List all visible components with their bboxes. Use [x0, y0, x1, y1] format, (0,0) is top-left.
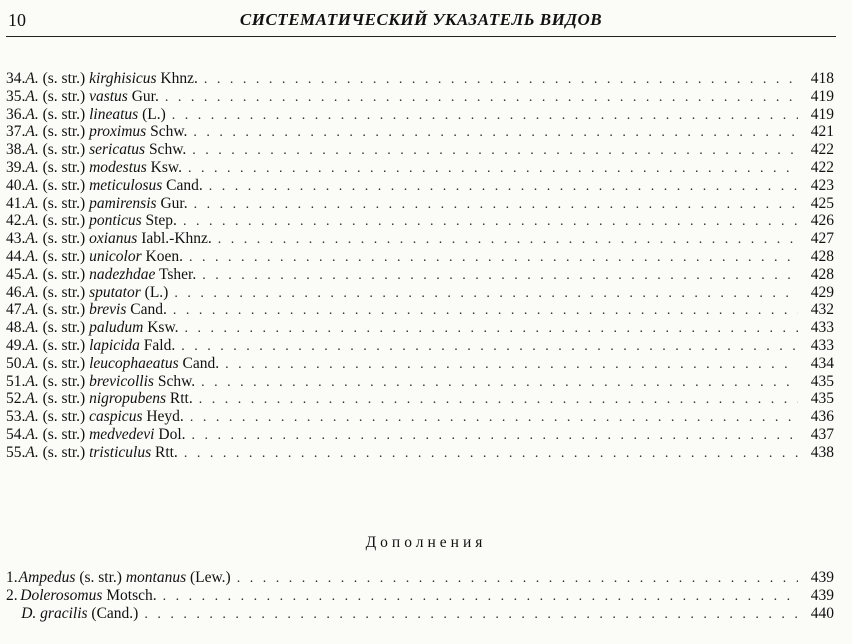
- dot-leader: [193, 124, 798, 142]
- entry-genus: A.: [25, 176, 39, 194]
- entry-species: brevicollis: [89, 372, 154, 390]
- entry-author: Cand.: [130, 301, 167, 319]
- entry-subgenus: (s. str.): [42, 230, 86, 248]
- index-entry: [6, 248, 834, 266]
- dot-leader: [165, 89, 798, 107]
- entry-number: 52.: [6, 390, 26, 408]
- entry-species: caspicus: [89, 408, 143, 426]
- entry-name: [25, 70, 198, 88]
- dot-leader: [188, 160, 798, 178]
- page-number: 10: [8, 10, 26, 30]
- entry-number: 48.: [6, 319, 26, 337]
- entry-page: 429: [810, 283, 834, 301]
- entry-page: 421: [810, 123, 834, 141]
- entry-number: 35.: [6, 87, 26, 105]
- entry-number: 39.: [6, 158, 26, 176]
- entry-number: 53.: [6, 408, 26, 426]
- dot-leader: [172, 107, 798, 125]
- entry-author: Rtt.: [154, 443, 178, 461]
- entry-species: montanus: [125, 569, 187, 586]
- entry-number: 55.: [6, 443, 26, 461]
- entry-author: Ksw.: [147, 319, 179, 337]
- entry-name: [25, 390, 192, 408]
- entry-genus: Ampedus: [18, 569, 76, 586]
- entry-species: sericatus: [89, 141, 146, 159]
- dot-leader: [199, 391, 798, 409]
- entry-author: Cand.: [182, 354, 220, 372]
- entry-genus: A.: [25, 105, 39, 123]
- entry-subgenus: (s. str.): [42, 212, 86, 230]
- entry-name: [19, 569, 231, 587]
- entry-name: [25, 88, 158, 106]
- entry-species: meticulosus: [89, 176, 163, 194]
- entry-author: Schw.: [150, 123, 188, 141]
- dot-leader: [218, 231, 798, 249]
- index-entry: [6, 230, 834, 248]
- entry-name: [25, 106, 165, 124]
- entry-subgenus: (s. str.): [42, 105, 86, 123]
- entry-author: Schw.: [157, 372, 196, 390]
- entry-subgenus: (s. str.): [42, 408, 86, 426]
- entry-number: 45.: [6, 265, 26, 283]
- entry-name: [25, 444, 177, 462]
- entry-author: Cand.: [166, 176, 203, 194]
- entry-species: pamirensis: [89, 194, 157, 212]
- index-entry: [6, 123, 834, 141]
- dot-leader: [201, 374, 798, 392]
- entry-number: 2.: [6, 586, 18, 604]
- entry-number: 34.: [6, 70, 26, 87]
- entry-number: 1.: [6, 569, 18, 586]
- dot-leader: [204, 71, 798, 89]
- entry-species: lapicida: [89, 336, 140, 354]
- index-entry: [6, 266, 834, 284]
- entry-genus: A.: [25, 408, 39, 426]
- entry-number: 47.: [6, 301, 26, 319]
- entry-name: [25, 141, 186, 159]
- entry-number: 37.: [6, 123, 26, 141]
- entry-species: proximus: [89, 123, 147, 141]
- dot-leader: [185, 320, 798, 338]
- index-entry: [6, 426, 834, 444]
- supplement-heading: Дополнения: [365, 534, 487, 551]
- entry-page: 435: [810, 372, 834, 390]
- entry-name: [25, 159, 182, 177]
- entry-genus: A.: [25, 265, 39, 283]
- entry-genus: A.: [25, 158, 39, 176]
- entry-genus: A.: [25, 87, 39, 105]
- entry-author: Step.: [145, 212, 177, 230]
- entry-page: 436: [810, 408, 834, 426]
- entry-name: [25, 426, 185, 444]
- entry-number: 41.: [6, 194, 26, 212]
- dot-leader: [202, 267, 798, 285]
- entry-number: 50.: [6, 354, 26, 372]
- supplement-list: [6, 569, 834, 622]
- index-entry: [6, 177, 834, 195]
- dot-leader: [163, 588, 798, 606]
- entry-number: 54.: [6, 425, 26, 443]
- entry-species: sputator: [89, 283, 141, 301]
- entry-subgenus: (s. str.): [42, 70, 86, 87]
- index-entry: [6, 605, 834, 623]
- entry-page: 435: [810, 390, 834, 408]
- entry-author: Heyd.: [146, 408, 184, 426]
- entry-author: Gur.: [131, 87, 159, 105]
- entry-genus: A.: [25, 283, 39, 301]
- entry-name: [25, 355, 219, 373]
- entry-subgenus: (s. str.): [42, 87, 86, 105]
- entry-author: Tsher.: [159, 265, 197, 283]
- entry-page: 433: [810, 336, 834, 354]
- index-entry: [6, 337, 834, 355]
- entry-subgenus: (s. str.): [42, 247, 86, 265]
- entry-genus: A.: [25, 354, 39, 372]
- entry-author: Dol.: [158, 425, 186, 443]
- entry-species: modestus: [89, 158, 147, 176]
- entry-author: Schw.: [148, 141, 187, 159]
- entry-number: 36.: [6, 105, 26, 123]
- entry-page: 428: [810, 247, 834, 265]
- entry-species: paludum: [89, 319, 144, 337]
- entry-name: [25, 266, 196, 284]
- entry-genus: A.: [25, 230, 39, 248]
- entry-page: 422: [810, 141, 834, 159]
- index-entry: [6, 106, 834, 124]
- entry-subgenus: (s. str.): [42, 390, 86, 408]
- entry-genus: D.: [21, 604, 37, 622]
- dot-leader: [189, 249, 798, 267]
- index-entry: [6, 569, 834, 587]
- dot-leader: [173, 302, 798, 320]
- entry-genus: A.: [25, 194, 39, 212]
- index-entry: [6, 587, 834, 605]
- entry-author: (L.): [144, 283, 169, 301]
- entry-page: 426: [810, 212, 834, 230]
- entry-subgenus: (s. str.): [42, 319, 86, 337]
- entry-subgenus: (s. str.): [42, 354, 86, 372]
- entry-genus: A.: [25, 319, 39, 337]
- entry-subgenus: (s. str.): [42, 425, 86, 443]
- running-title: СИСТЕМАТИЧЕСКИЙ УКАЗАТЕЛЬ ВИДОВ: [239, 10, 603, 29]
- index-entry: [6, 373, 834, 391]
- entry-name: [25, 337, 175, 355]
- index-entry: [6, 284, 834, 302]
- entry-subgenus: (s. str.): [42, 372, 86, 390]
- entry-page: 437: [810, 425, 834, 443]
- index-entry: [6, 301, 834, 319]
- entry-name: [25, 195, 187, 213]
- entry-page: 438: [810, 443, 834, 461]
- entry-genus: A.: [25, 212, 39, 230]
- entry-genus: Dolerosomus: [20, 586, 103, 604]
- entry-page: 440: [810, 604, 834, 622]
- entry-species: nadezhdae: [89, 265, 156, 283]
- entry-subgenus: (s. str.): [79, 569, 122, 586]
- entry-page: 419: [810, 87, 834, 105]
- page-header: [6, 10, 836, 37]
- entry-author: Motsch.: [106, 586, 157, 604]
- entry-number: 38.: [6, 141, 26, 159]
- entry-subgenus: (s. str.): [42, 301, 86, 319]
- entry-subgenus: (s. str.): [42, 194, 86, 212]
- entry-number: 43.: [6, 230, 26, 248]
- entry-author: Ksw.: [150, 158, 182, 176]
- entry-name: [25, 123, 187, 141]
- index-entry: [6, 141, 834, 159]
- entry-name: [25, 284, 168, 302]
- entry-author: (L.): [142, 105, 166, 123]
- entry-author: Fald.: [143, 336, 176, 354]
- entry-species: kirghisicus: [89, 70, 157, 87]
- entry-page: 419: [810, 105, 834, 123]
- entry-species: gracilis: [40, 604, 88, 622]
- index-entry: [6, 444, 834, 462]
- entry-author: Koen.: [145, 247, 183, 265]
- entry-page: 418: [810, 70, 834, 87]
- entry-genus: A.: [25, 372, 39, 390]
- dot-leader: [194, 196, 798, 214]
- entry-page: 439: [810, 569, 834, 586]
- entry-page: 427: [810, 230, 834, 248]
- index-entry: [6, 355, 834, 373]
- entry-genus: A.: [25, 425, 39, 443]
- index-entry: [6, 88, 834, 106]
- entry-page: 432: [810, 301, 834, 319]
- entry-number: 44.: [6, 247, 26, 265]
- entry-page: 433: [810, 319, 834, 337]
- entry-number: 51.: [6, 372, 26, 390]
- species-index-list: [6, 70, 834, 462]
- dot-leader: [183, 213, 798, 231]
- entry-genus: A.: [25, 70, 39, 87]
- entry-number: 40.: [6, 176, 26, 194]
- entry-page: 425: [810, 194, 834, 212]
- index-entry: [6, 70, 834, 88]
- entry-number: 49.: [6, 336, 26, 354]
- entry-subgenus: (s. str.): [42, 141, 86, 159]
- entry-genus: A.: [25, 390, 39, 408]
- entry-name: [25, 230, 211, 248]
- index-entry: [6, 212, 834, 230]
- index-entry: [6, 159, 834, 177]
- entry-name: [25, 212, 177, 230]
- entry-species: lineatus: [89, 105, 139, 123]
- entry-subgenus: (s. str.): [42, 158, 86, 176]
- dot-leader: [184, 445, 798, 463]
- dot-leader: [174, 285, 798, 303]
- dot-leader: [190, 409, 798, 427]
- entry-species: brevis: [89, 301, 127, 319]
- entry-subgenus: (s. str.): [42, 283, 86, 301]
- entry-species: vastus: [89, 87, 128, 105]
- entry-subgenus: (s. str.): [42, 265, 86, 283]
- entry-author: Iabl.-Khnz.: [141, 230, 212, 248]
- entry-page: 434: [810, 354, 834, 372]
- entry-subgenus: (s. str.): [42, 336, 86, 354]
- entry-species: oxianus: [89, 230, 138, 248]
- entry-name: [21, 605, 138, 623]
- entry-page: 439: [810, 586, 834, 604]
- entry-genus: A.: [25, 141, 39, 159]
- entry-name: [25, 319, 178, 337]
- dot-leader: [237, 570, 798, 588]
- entry-author: Rtt.: [169, 390, 193, 408]
- dot-leader: [209, 178, 798, 196]
- entry-author: (Cand.): [91, 604, 139, 622]
- entry-species: ponticus: [89, 212, 142, 230]
- entry-name: [25, 177, 202, 195]
- entry-author: (Lew.): [189, 569, 231, 586]
- entry-subgenus: (s. str.): [42, 176, 86, 194]
- entry-genus: A.: [25, 301, 39, 319]
- dot-leader: [144, 606, 798, 624]
- entry-genus: A.: [25, 123, 39, 141]
- entry-number: 46.: [6, 283, 26, 301]
- entry-subgenus: (s. str.): [42, 123, 86, 141]
- entry-author: Gur.: [160, 194, 188, 212]
- entry-species: tristiculus: [89, 443, 152, 461]
- entry-number: 42.: [6, 212, 26, 230]
- entry-genus: A.: [25, 336, 39, 354]
- entry-name: [25, 301, 167, 319]
- entry-species: nigropubens: [89, 390, 167, 408]
- index-entry: [6, 408, 834, 426]
- entry-name: [25, 248, 183, 266]
- dot-leader: [225, 356, 798, 374]
- entry-species: medvedevi: [89, 425, 155, 443]
- index-entry: [6, 390, 834, 408]
- entry-author: Khnz.: [160, 70, 198, 87]
- entry-page: 428: [810, 265, 834, 283]
- index-entry: [6, 195, 834, 213]
- entry-name: [20, 587, 156, 605]
- dot-leader: [181, 338, 798, 356]
- entry-genus: A.: [25, 247, 39, 265]
- entry-genus: A.: [25, 443, 39, 461]
- entry-species: unicolor: [89, 247, 142, 265]
- entry-subgenus: (s. str.): [42, 443, 86, 461]
- entry-name: [25, 373, 195, 391]
- entry-page: 423: [810, 176, 834, 194]
- entry-page: 422: [810, 158, 834, 176]
- dot-leader: [192, 427, 799, 445]
- entry-name: [25, 408, 183, 426]
- index-entry: [6, 319, 834, 337]
- dot-leader: [192, 142, 798, 160]
- entry-species: leucophaeatus: [89, 354, 179, 372]
